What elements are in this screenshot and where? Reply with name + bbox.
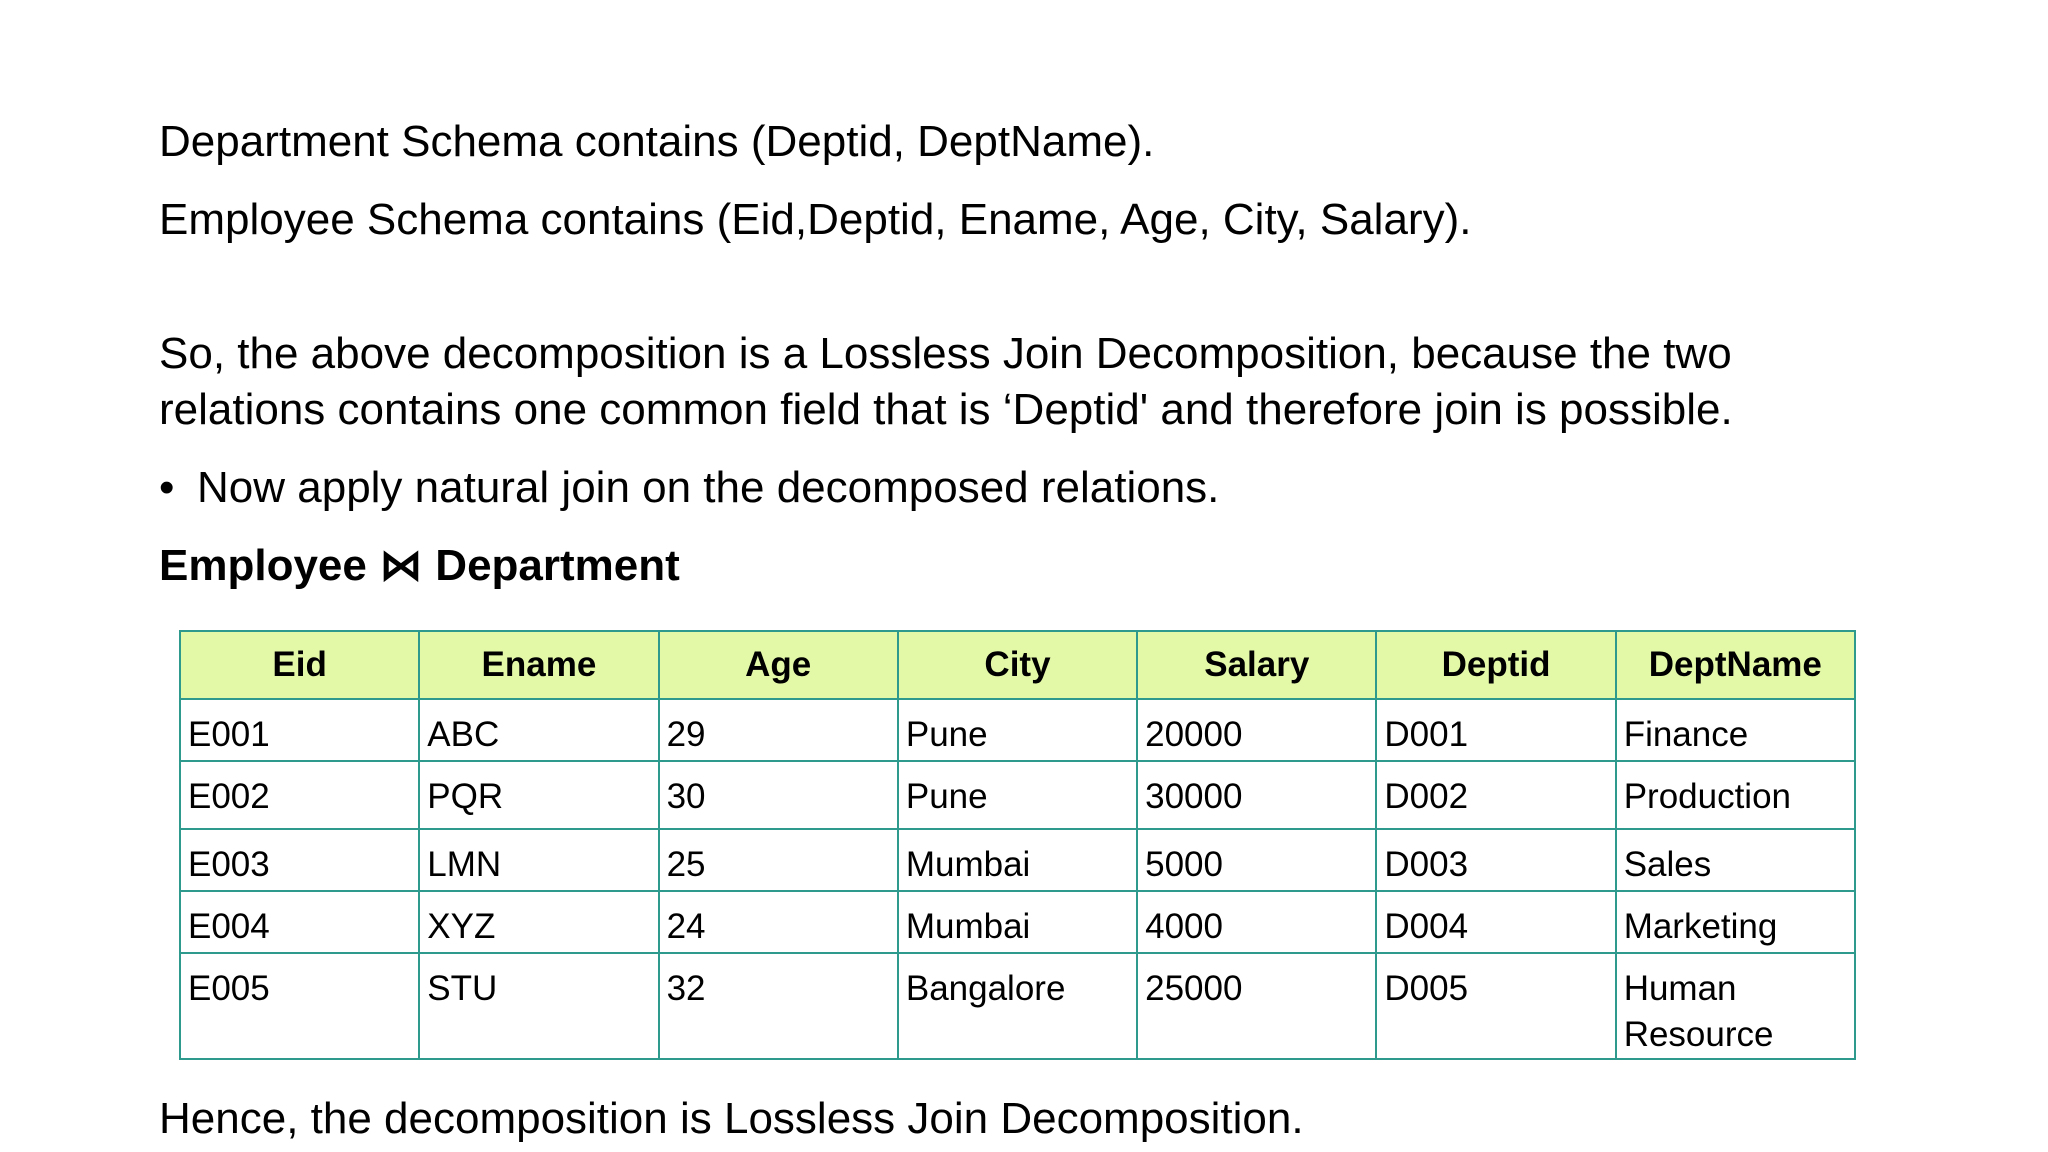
cell-salary: 25000 [1137, 953, 1376, 1059]
header-deptname: DeptName [1616, 631, 1855, 699]
cell-deptid: D001 [1376, 699, 1615, 761]
cell-ename: LMN [419, 829, 658, 891]
cell-city: Pune [898, 699, 1137, 761]
cell-age: 25 [659, 829, 898, 891]
bullet-text: Now apply natural join on the decomposed relations. [197, 463, 1220, 512]
conclusion-text: Hence, the decomposition is Lossless Join Decomposition. [159, 1094, 1304, 1143]
header-eid: Eid [180, 631, 419, 699]
table-row [180, 891, 1855, 953]
cell-city: Pune [898, 761, 1137, 829]
cell-city: Mumbai [898, 891, 1137, 953]
cell-deptid: D004 [1376, 891, 1615, 953]
cell-eid: E002 [180, 761, 419, 829]
bullet-item [159, 460, 1219, 516]
cell-age: 32 [659, 953, 898, 1059]
cell-deptname: Sales [1616, 829, 1855, 891]
cell-deptname: Production [1616, 761, 1855, 829]
table-header-row [180, 631, 1855, 699]
explanation-line-1: So, the above decomposition is a Lossless Join Decomposition, because the two [159, 329, 1732, 378]
header-deptid: Deptid [1376, 631, 1615, 699]
bullet-icon: • [159, 463, 175, 512]
cell-eid: E003 [180, 829, 419, 891]
cell-salary: 5000 [1137, 829, 1376, 891]
header-salary: Salary [1137, 631, 1376, 699]
cell-deptname: Marketing [1616, 891, 1855, 953]
table-row [180, 953, 1855, 1059]
header-age: Age [659, 631, 898, 699]
table-row [180, 829, 1855, 891]
table-row [180, 699, 1855, 761]
cell-ename: XYZ [419, 891, 658, 953]
cell-deptid: D003 [1376, 829, 1615, 891]
table-row [180, 761, 1855, 829]
explanation-line-2: relations contains one common field that is ‘Deptid' and therefore join is possible. [159, 385, 1733, 434]
cell-eid: E004 [180, 891, 419, 953]
department-schema-text: Department Schema contains (Deptid, DeptName). [159, 117, 1155, 166]
join-heading: Employee ⋈ Department [159, 541, 680, 590]
cell-deptname: Finance [1616, 699, 1855, 761]
cell-eid: E005 [180, 953, 419, 1059]
cell-salary: 20000 [1137, 699, 1376, 761]
cell-ename: STU [419, 953, 658, 1059]
header-ename: Ename [419, 631, 658, 699]
header-city: City [898, 631, 1137, 699]
cell-deptid: D002 [1376, 761, 1615, 829]
cell-age: 30 [659, 761, 898, 829]
join-result-table [179, 630, 1856, 1060]
cell-salary: 30000 [1137, 761, 1376, 829]
cell-eid: E001 [180, 699, 419, 761]
cell-age: 29 [659, 699, 898, 761]
cell-city: Mumbai [898, 829, 1137, 891]
cell-salary: 4000 [1137, 891, 1376, 953]
cell-age: 24 [659, 891, 898, 953]
cell-ename: PQR [419, 761, 658, 829]
cell-city: Bangalore [898, 953, 1137, 1059]
cell-deptid: D005 [1376, 953, 1615, 1059]
cell-ename: ABC [419, 699, 658, 761]
cell-deptname: Human Resource [1616, 953, 1855, 1059]
employee-schema-text: Employee Schema contains (Eid,Deptid, Ename, Age, City, Salary). [159, 195, 1472, 244]
